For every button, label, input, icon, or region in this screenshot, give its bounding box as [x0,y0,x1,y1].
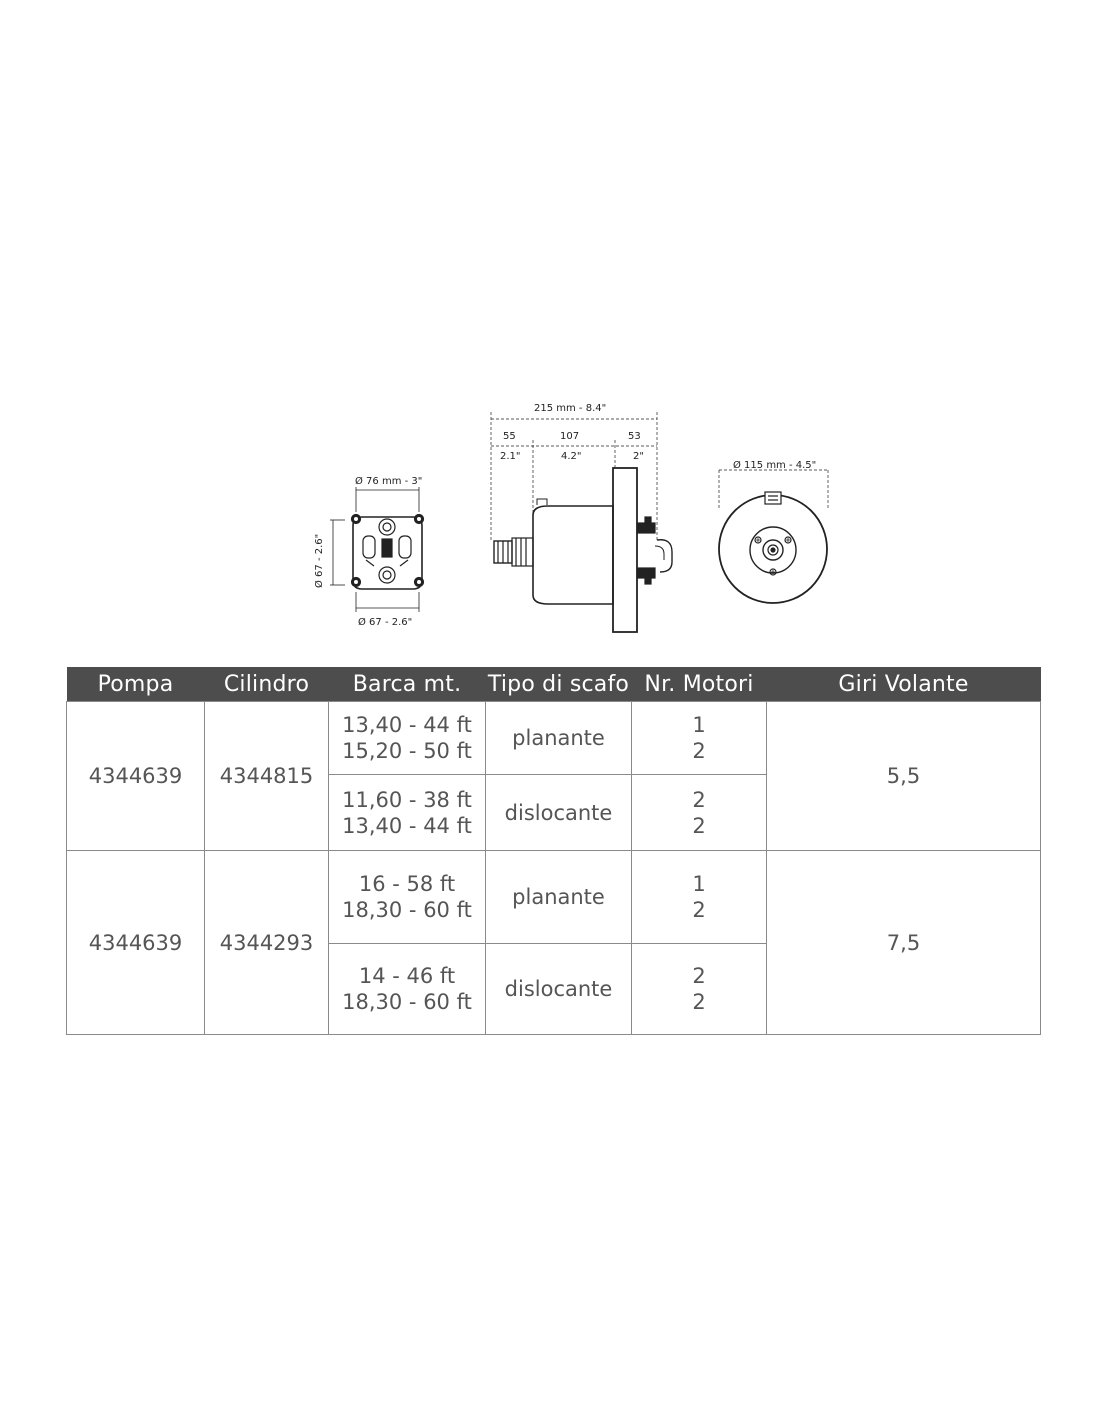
pompa-cell: 4344639 [67,851,205,1035]
barca-line: 16 - 58 ft [358,872,456,896]
middle-seg1-mm: 55 [503,431,516,442]
giri-cell: 5,5 [767,702,1041,851]
table-header-row [67,667,1041,702]
motori-line: 2 [692,898,706,922]
giri-cell: 7,5 [767,851,1041,1035]
tipo-cell: planante [486,702,632,775]
barca-line: 13,40 - 44 ft [342,813,472,838]
motori-line: 2 [692,739,706,763]
specification-table [66,667,1041,1035]
table-row [67,702,1041,775]
barca-line: 15,20 - 50 ft [342,739,472,763]
header-barca: Barca mt. [329,667,486,702]
barca-cell [329,851,486,944]
tipo-cell: dislocante [486,944,632,1035]
header-tipo-scafo: Tipo di scafo [486,667,632,702]
middle-seg3-in: 2" [633,451,644,462]
barca-line: 11,60 - 38 ft [342,787,472,812]
motori-line: 1 [692,713,706,737]
motori-line: 2 [692,990,706,1014]
header-cilindro: Cilindro [205,667,329,702]
barca-cell [329,702,486,775]
motori-cell [632,775,767,851]
left-front-view [330,487,424,612]
pompa-cell: 4344639 [67,702,205,851]
cilindro-cell: 4344815 [205,702,329,851]
barca-line: 18,30 - 60 ft [342,990,472,1014]
motori-cell [632,702,767,775]
middle-seg3-mm: 53 [628,431,641,442]
barca-line: 14 - 46 ft [358,964,456,988]
motori-line: 2 [692,964,706,988]
middle-total-dim: 215 mm - 8.4" [534,403,607,414]
middle-seg2-mm: 107 [560,431,580,442]
tipo-cell: dislocante [486,775,632,851]
table-row [67,851,1041,944]
barca-line: 18,30 - 60 ft [342,898,472,922]
motori-line: 1 [692,872,706,896]
cilindro-cell: 4344293 [205,851,329,1035]
middle-side-view [491,412,672,632]
left-top-dim: Ø 76 mm - 3" [355,476,423,487]
header-nr-motori: Nr. Motori [632,667,767,702]
barca-cell [329,775,486,851]
header-giri-volante: Giri Volante [767,667,1041,702]
motori-cell [632,944,767,1035]
tipo-cell: planante [486,851,632,944]
right-top-dim: Ø 115 mm - 4.5" [733,460,817,471]
middle-seg2-in: 4.2" [561,451,582,462]
left-side-dim: Ø 67 - 2.6" [314,533,325,588]
motori-line: 2 [692,813,706,838]
left-bottom-dim: Ø 67 - 2.6" [358,617,413,628]
technical-drawing [0,0,1100,660]
middle-seg1-in: 2.1" [500,451,521,462]
header-pompa: Pompa [67,667,205,702]
barca-line: 13,40 - 44 ft [342,713,472,737]
barca-cell [329,944,486,1035]
right-rear-view [719,470,828,603]
motori-cell [632,851,767,944]
pump-dimension-drawing [0,0,1100,660]
motori-line: 2 [692,787,706,812]
